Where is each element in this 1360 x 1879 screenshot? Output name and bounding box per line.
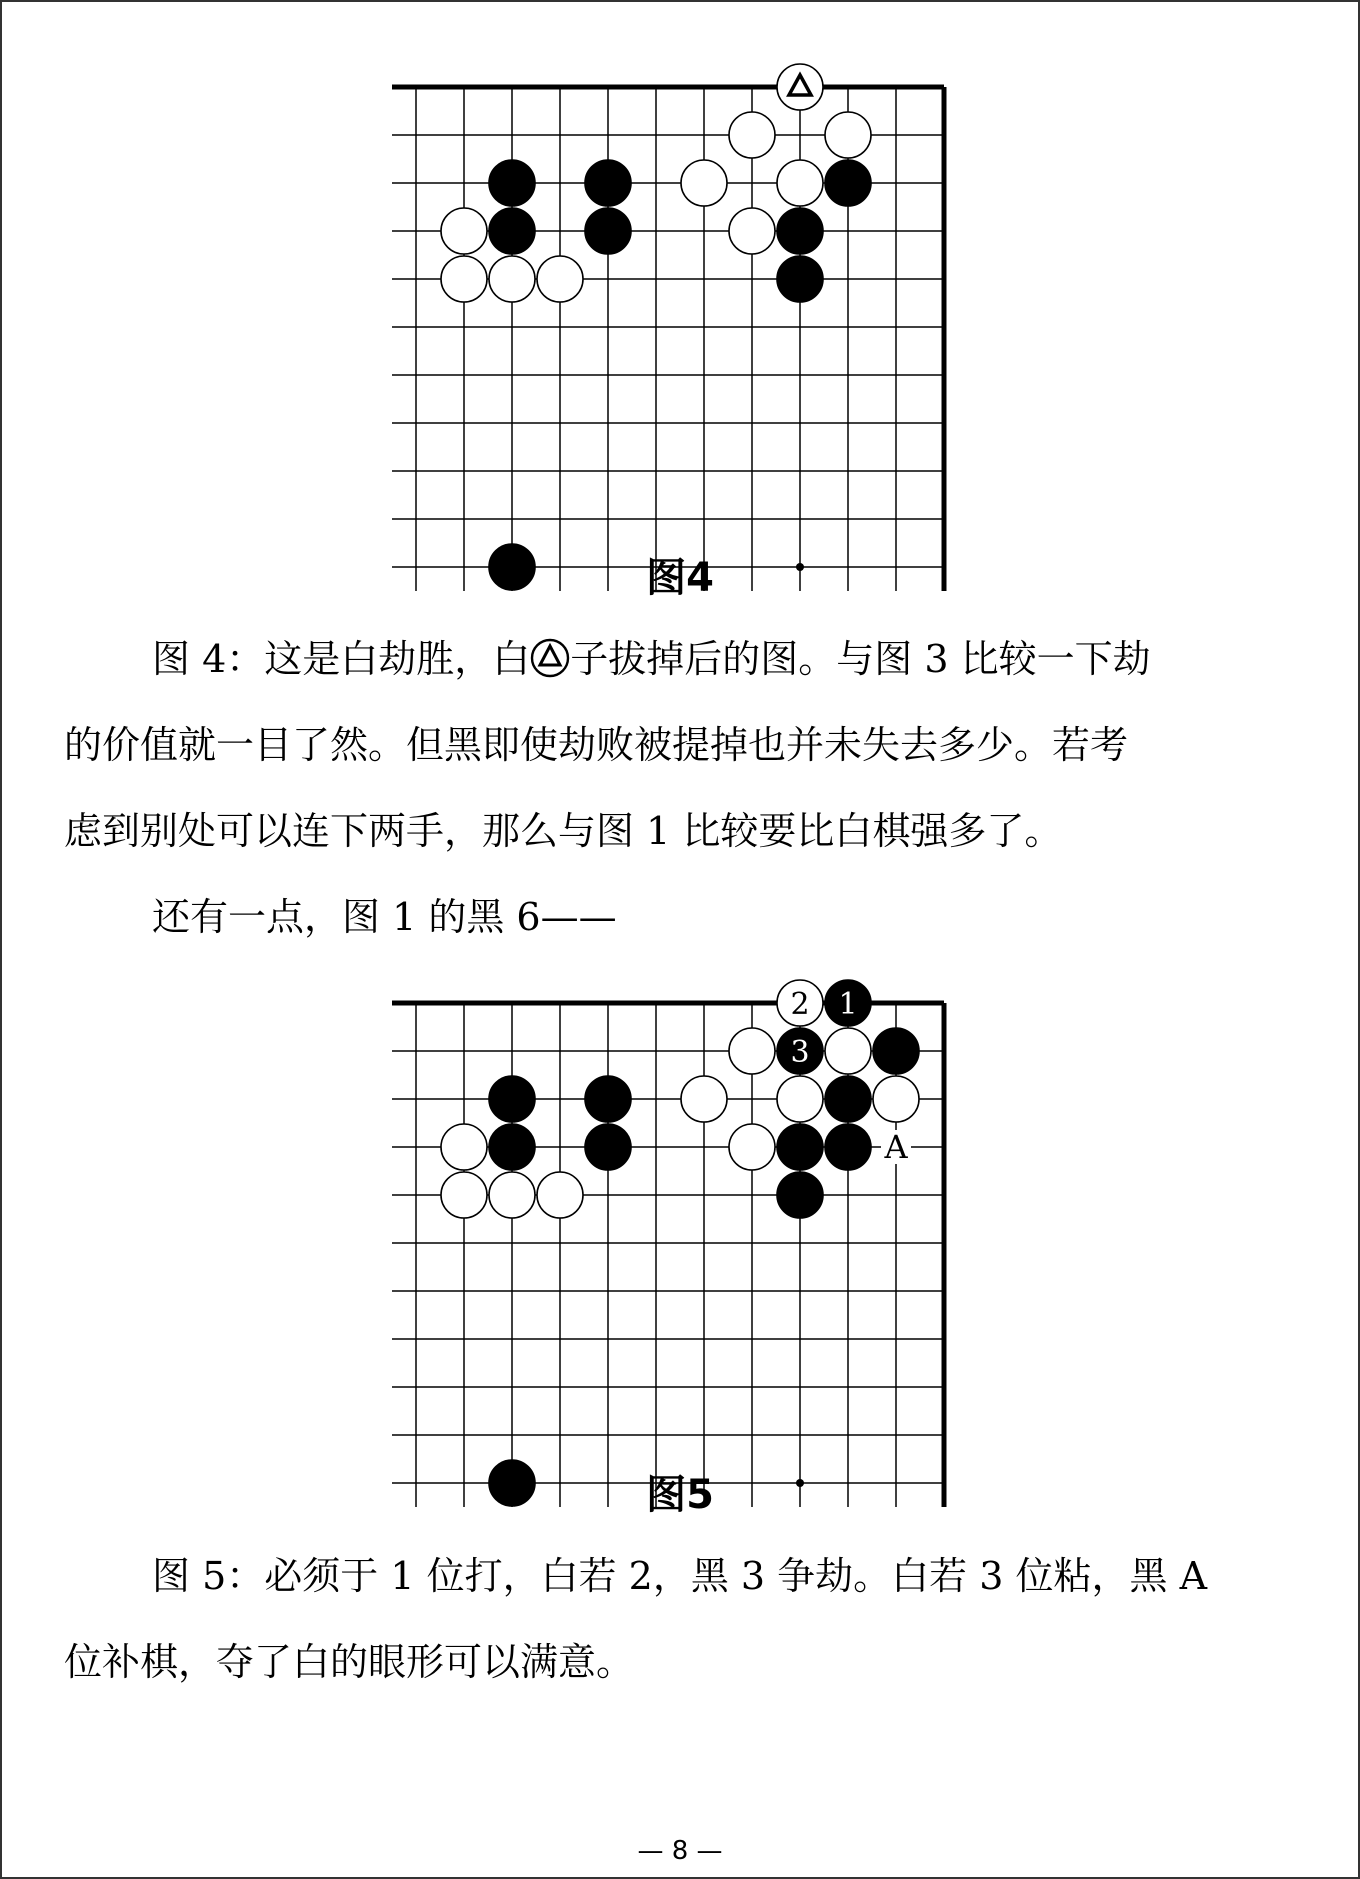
point-label: A	[884, 1128, 908, 1166]
white-stone	[729, 1124, 775, 1170]
go-diagram-figure-4	[392, 63, 956, 547]
black-stone	[489, 1076, 535, 1122]
black-stone	[585, 208, 631, 254]
triangle-stone-icon	[530, 638, 570, 678]
grid-lines	[392, 87, 944, 591]
para1-line-3: 虑到别处可以连下两手，那么与图 1 比较要比白棋强多了。	[64, 809, 1063, 853]
go-board-svg	[392, 63, 956, 547]
black-stone	[825, 160, 871, 206]
paragraph-figure-5-description	[64, 1533, 1294, 1705]
black-stone	[489, 208, 535, 254]
black-stone	[585, 1124, 631, 1170]
black-stone	[585, 160, 631, 206]
white-stone	[681, 160, 727, 206]
white-stone	[681, 1076, 727, 1122]
white-stone	[777, 160, 823, 206]
black-stone	[873, 1028, 919, 1074]
go-board-svg	[392, 979, 956, 1463]
black-stone	[777, 256, 823, 302]
go-diagram-figure-5	[392, 979, 956, 1463]
black-stone	[585, 1076, 631, 1122]
white-stone	[537, 256, 583, 302]
black-stone	[825, 1124, 871, 1170]
black-stone	[489, 1124, 535, 1170]
white-stone	[537, 1172, 583, 1218]
white-stone	[825, 112, 871, 158]
grid-lines	[392, 1003, 944, 1507]
para3-line-1: 图 5：必须于 1 位打，白若 2，黑 3 争劫。白若 3 位粘，黑 A	[152, 1554, 1208, 1598]
black-stone	[777, 1124, 823, 1170]
para1-text-a: 图 4：这是白劫胜，白	[152, 637, 531, 681]
white-stone	[729, 1028, 775, 1074]
white-stone	[873, 1076, 919, 1122]
para1-text-b: 子拔掉后的图。与图 3 比较一下劫	[570, 637, 1151, 681]
figure-4-caption: 图4	[646, 555, 714, 601]
black-stone	[777, 1172, 823, 1218]
move-number: 3	[790, 1035, 810, 1070]
white-stone	[489, 256, 535, 302]
white-stone	[729, 112, 775, 158]
black-stone	[489, 544, 535, 590]
white-stone	[825, 1028, 871, 1074]
black-stone	[489, 1460, 535, 1506]
white-stone	[777, 1076, 823, 1122]
black-stone	[825, 1076, 871, 1122]
para3-line-2: 位补棋，夺了白的眼形可以满意。	[64, 1640, 635, 1684]
black-stone	[777, 208, 823, 254]
para2-text: 还有一点，图 1 的黑 6——	[152, 895, 617, 939]
para1-line-2: 的价值就一目了然。但黑即使劫败被提掉也并未失去多少。若考	[64, 723, 1129, 767]
page-number: — 8 —	[637, 1836, 723, 1866]
white-stone	[441, 256, 487, 302]
move-number: 1	[838, 987, 858, 1022]
black-stone	[489, 160, 535, 206]
white-stone	[729, 208, 775, 254]
paragraph-followup	[64, 874, 1294, 960]
white-stone	[441, 1124, 487, 1170]
move-number: 2	[790, 987, 810, 1022]
paragraph-figure-4-description	[64, 616, 1294, 874]
white-stone	[777, 64, 823, 110]
white-stone	[441, 1172, 487, 1218]
white-stone	[441, 208, 487, 254]
figure-5-caption: 图5	[646, 1472, 714, 1518]
white-stone	[489, 1172, 535, 1218]
